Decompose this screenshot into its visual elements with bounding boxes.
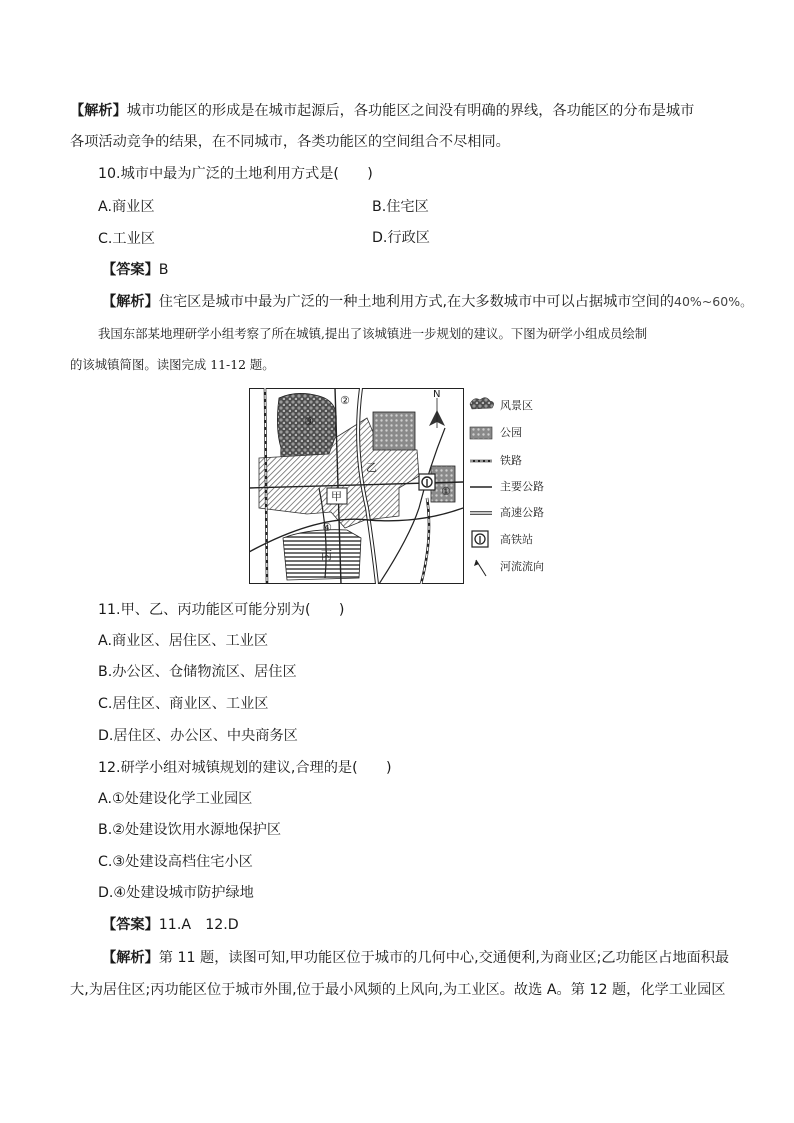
- question-12-option-c: C.③处建设高档住宅小区: [98, 854, 253, 870]
- question-12-option-b: B.②处建设饮用水源地保护区: [98, 822, 282, 838]
- material-line1: 我国东部某地理研学小组考察了所在城镇,提出了该城镇进一步规划的建议。下图为研学小组成员绘制: [98, 326, 648, 341]
- question-12-option-a: A.①处建设化学工业园区: [98, 791, 253, 807]
- map-label-circle-4: ④: [322, 521, 332, 534]
- map-label-yi: 乙: [366, 461, 377, 474]
- legend-river-flow-label: 河流流向: [500, 560, 544, 573]
- legend-main-road-label: 主要公路: [500, 480, 544, 493]
- answer-value: B: [158, 262, 169, 278]
- question-10-option-a: A.商业区: [98, 199, 155, 215]
- legend-hsr-station-label: 高铁站: [500, 533, 533, 546]
- analysis-tag: 【解析】: [102, 294, 159, 310]
- material-line2: 的该城镇简图。读图完成 11-12 题。: [70, 357, 275, 372]
- question-11-option-c: C.居住区、商业区、工业区: [98, 696, 269, 712]
- map-legend: [466, 392, 556, 582]
- question-11-option-d: D.居住区、办公区、中央商务区: [98, 728, 298, 744]
- analysis-paragraph-line2: 各项活动竞争的结果，在不同城市，各类功能区的空间组合不尽相同。: [70, 134, 510, 150]
- question-10-option-d: D.行政区: [372, 230, 430, 246]
- legend-railway-label: 铁路: [500, 454, 522, 467]
- map-label-circle-3: ③: [304, 415, 314, 428]
- analysis-text: 第 11 题，读图可知,甲功能区位于城市的几何中心,交通便利,为商业区;乙功能区占地面积最: [158, 950, 730, 966]
- map-label-bing: 丙: [321, 549, 332, 562]
- answer-tag: 【答案】: [102, 917, 159, 933]
- analysis-tag: 【解析】: [102, 950, 159, 966]
- analysis-tag: 【解析】: [70, 103, 127, 119]
- question-11-option-b: B.办公区、仓储物流区、居住区: [98, 664, 297, 680]
- analysis-text: 城市功能区的形成是在城市起源后，各功能区之间没有明确的界线，各功能区的分布是城市: [126, 103, 695, 119]
- question-10-option-b: B.住宅区: [372, 199, 429, 215]
- map-label-north: N: [433, 389, 441, 400]
- question-11-stem: 11.甲、乙、丙功能区可能分别为( ): [98, 602, 345, 618]
- legend-expressway-label: 高速公路: [500, 506, 544, 519]
- legend-scenic-swatch: [470, 398, 494, 409]
- question-10-stem: 10.城市中最为广泛的土地利用方式是( ): [98, 166, 373, 182]
- map-label-jia: 甲: [331, 490, 342, 503]
- question-10-option-c: C.工业区: [98, 231, 155, 247]
- legend-scenic-label: 风景区: [500, 399, 533, 412]
- analysis-percent: 40%~60%。: [674, 294, 753, 309]
- answer-value: 11.A 12.D: [158, 917, 239, 933]
- question-10-analysis: [102, 292, 753, 312]
- map-label-circle-2: ②: [340, 394, 350, 407]
- question-12-stem: 12.研学小组对城镇规划的建议,合理的是( ): [98, 760, 392, 776]
- question-12-option-d: D.④处建设城市防护绿地: [98, 885, 254, 901]
- final-analysis-line1: [102, 948, 729, 968]
- park-area-2: [373, 412, 415, 450]
- analysis-paragraph-line1: [70, 101, 694, 121]
- question-10-answer: [102, 260, 169, 280]
- map-label-circle-1: ①: [441, 485, 451, 498]
- legend-park-swatch: [470, 427, 492, 439]
- final-analysis-line2: 大,为居住区;丙功能区位于城市外围,位于最小风频的上风向,为工业区。故选 A。第 12 题，化学工业园区: [70, 982, 726, 998]
- legend-park-label: 公园: [500, 426, 522, 439]
- question-11-option-a: A.商业区、居住区、工业区: [98, 633, 269, 649]
- answers-11-12: [102, 915, 239, 935]
- answer-tag: 【答案】: [102, 262, 159, 278]
- analysis-text: 住宅区是城市中最为广泛的一种土地利用方式,在大多数城市中可以占据城市空间的: [158, 294, 675, 310]
